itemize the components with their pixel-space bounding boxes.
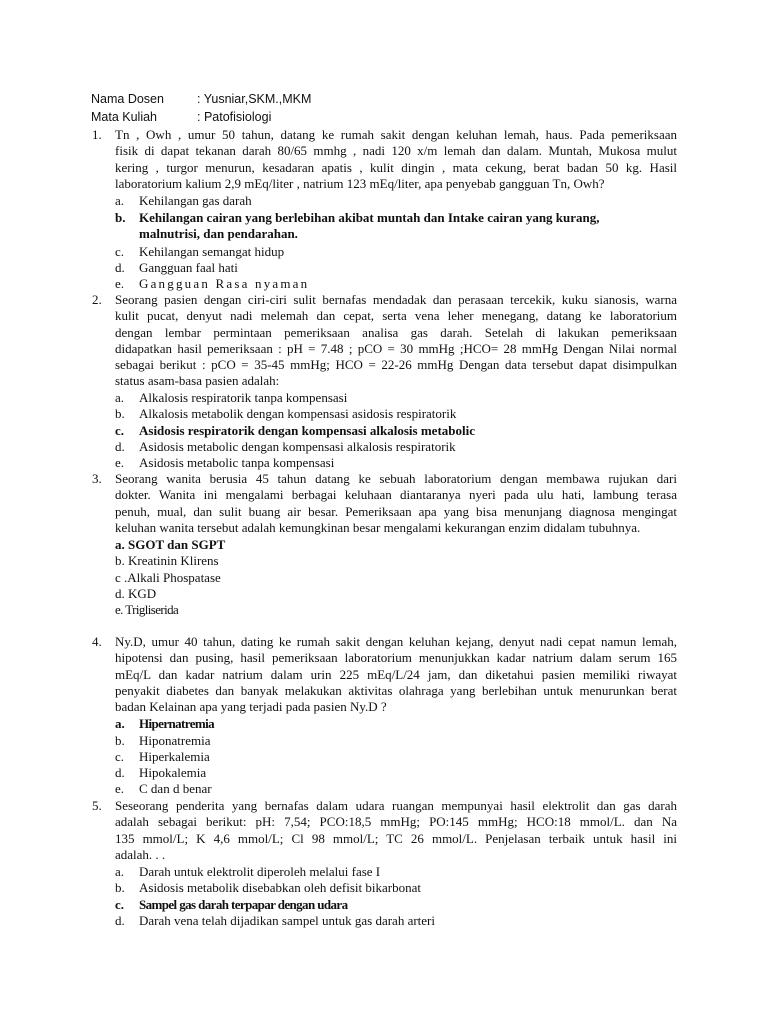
q1-option-e [115,276,309,292]
option-text: Hiperkalemia [139,749,210,764]
option-text: Asidosis metabolik disebabkan oleh defisit bikarbonat [139,880,421,895]
question-4-text [115,634,677,715]
question-line: sebagai berikut : pCO = 35-45 mmHg; HCO = 22-26 mmHg Dengan data tersebut dapat disimpulkan [115,357,677,373]
option-key: b. [115,210,126,225]
option-text: Alkalosis metabolik dengan kompensasi asidosis respiratorik [139,406,457,421]
question-line: kering , turgor menurun, kesadaran apatis , kulit dingin , mata cekung, berat badan 50 kg. Hasil [115,159,677,175]
option-key: a. [115,193,125,208]
question-line: laboratorium kalium 2,9 mEq/liter , natrium 123 mEq/liter, apa penyebab gangguan Tn, Owh? [115,175,605,191]
q2-option-c [115,423,475,439]
question-line: Ny.D, umur 40 tahun, dating ke rumah sakit dengan keluhan kejang, denyut nadi cepat namun lemah, [115,634,677,649]
option-key: d. [115,765,125,780]
question-3-number: 3. [92,471,102,486]
question-line: penyakit diabetes dan banyak melakukan aktivitas olahraga yang berlebihan untuk menurunkan berat [115,682,677,698]
option-text: Gangguan Rasa nyaman [139,276,310,291]
question-line: didapatkan hasil pemeriksaan : pH = 7.48 ; pCO = 30 mmHg ;HCO= 28 mmHg Dengan Nilai normal [115,340,677,356]
option-text: Gangguan faal hati [139,260,238,275]
q5-option-a [115,864,380,880]
option-text: Hipernatremia [139,716,214,731]
question-line: penuh, mual, dan sulit buang air besar. Pemeriksaan apa yang bisa menunjang diagnosa mengingat [115,503,677,519]
question-line: Tn , Owh , umur 50 tahun, datang ke rumah sakit dengan keluhan lemah, haus. Pada pemeriksaan [115,127,677,142]
question-4-number: 4. [92,634,102,649]
option-key: a. [115,390,125,405]
question-line: adalah sebagai berikut: pH: 7,54; PCO:18,5 mmHg; PO:145 mmHg; HCO:18 mmol/L. dan Na [115,814,677,830]
option-key: b. [115,733,125,748]
q3-option-b: b. Kreatinin Klirens [115,553,219,568]
q4-option-a [115,716,214,732]
q1-option-b [115,210,600,226]
option-key: d. [115,260,125,275]
q1-option-b-continued: malnutrisi, dan pendarahan. [139,226,298,241]
option-text: Hipokalemia [139,765,207,780]
option-key: b. [115,880,125,895]
q2-option-d [115,439,456,455]
lecturer-label: Nama Dosen [91,92,164,106]
question-3-text [115,471,677,536]
option-text: Darah untuk elektrolit diperoleh melalui fase I [139,864,381,879]
q3-option-d: d. KGD [115,586,157,601]
lecturer-row [91,92,311,106]
q3-option-c: c .Alkali Phospatase [115,570,221,585]
question-line: fisik di dapat tekanan darah 80/65 mmhg , nadi 120 x/m lemah dan dalam. Muntah, Mukosa mulut [115,143,677,159]
q5-option-d [115,913,435,929]
option-key: d. [115,439,125,454]
q3-option-e: e. Trigliserida [115,602,179,617]
question-line: hipotensi dan pusing, hasil pemeriksaan laboratorium menunjukkan kadar natrium dalam serum 165 [115,650,677,666]
option-text: Darah vena telah dijadikan sampel untuk gas darah arteri [139,913,435,928]
question-line: status asam-basa pasien adalah: [115,373,280,389]
course-row [91,110,271,124]
question-5-number: 5. [92,798,102,813]
question-line: Seseorang penderita yang bernafas dalam udara ruangan mempunyai hasil elektrolit dan gas darah [115,798,677,813]
q5-option-c [115,897,347,913]
course-label: Mata Kuliah [91,110,158,124]
q2-option-e [115,455,334,471]
option-key: c. [115,897,125,912]
q4-option-c [115,749,210,765]
question-5-text [115,798,677,863]
question-line: 135 mmol/L; K 4,6 mmol/L; Cl 98 mmol/L; TC 26 mmol/L. Penjelasan terbaik untuk hasil ini [115,830,677,846]
option-key: e. [115,781,125,796]
question-2-text [115,292,677,390]
lecturer-value: : Yusniar,SKM.,MKM [197,92,312,106]
course-value: : Patofisiologi [197,110,272,124]
q5-option-b [115,880,421,896]
option-text: Alkalosis respiratorik tanpa kompensasi [139,390,348,405]
question-line: badan Kelainan apa yang terjadi pada pasien Ny.D ? [115,699,387,715]
option-text: Asidosis respiratorik dengan kompensasi alkalosis metabolic [139,423,476,438]
option-key: c. [115,749,125,764]
option-text: Kehilangan semangat hidup [139,244,285,259]
question-1-number: 1. [92,127,102,142]
question-line: mEq/L dan kadar natrium dalam urin 225 mEq/L/24 jam, dan diketahui pasien memiliki riwayat [115,666,677,682]
option-text: Kehilangan gas darah [139,193,252,208]
q1-option-d [115,260,238,276]
question-line: keluhan wanita tersebut adalah kemungkinan besar mengalami kekurangan enzim didalam tubuhnya. [115,519,641,535]
question-1-text [115,127,677,192]
question-line: dengan lembar permintaan pemeriksaan analisa gas darah. Setelah di lakukan pemeriksaan [115,324,677,340]
option-key: a. [115,864,125,879]
q4-option-e [115,781,212,797]
q4-option-b [115,733,210,749]
question-line: kulit pucat, denyut nadi melemah dan cepat, serta vena leher menegang, datang ke laboratorium [115,308,677,324]
option-text: C dan d benar [139,781,212,796]
option-text: Asidosis metabolic tanpa kompensasi [139,455,335,470]
option-text: Sampel gas darah terpapar dengan udara [139,897,348,912]
q2-option-b [115,406,456,422]
option-key: b. [115,406,125,421]
option-key: d. [115,913,125,928]
option-text: Asidosis metabolic dengan kompensasi alkalosis respiratorik [139,439,456,454]
question-line: Seorang pasien dengan ciri-ciri sulit bernafas mendadak dan perasaan tercekik, kuku sianosis, warna [115,292,677,307]
question-2-number: 2. [92,292,102,307]
q3-option-a: a. SGOT dan SGPT [115,537,226,552]
question-line: dokter. Wanita ini mengalami berbagai keluhaan diantaranya nyeri pada ulu hati, lambung terasa [115,487,677,503]
option-key: e. [115,455,125,470]
q1-option-a [115,193,252,209]
q1-option-c [115,244,284,260]
question-line: Seorang wanita berusia 45 tahun datang ke sebuah laboratorium dengan membawa rujukan dari [115,471,677,486]
option-key: c. [115,423,125,438]
option-key: e. [115,276,125,291]
option-text: Kehilangan cairan yang berlebihan akibat muntah dan Intake cairan yang kurang, [139,210,600,225]
q2-option-a [115,390,347,406]
q4-option-d [115,765,206,781]
question-line: adalah. . . [115,846,166,862]
option-key: a. [115,716,125,731]
option-text: Hiponatremia [139,733,211,748]
option-key: c. [115,244,125,259]
